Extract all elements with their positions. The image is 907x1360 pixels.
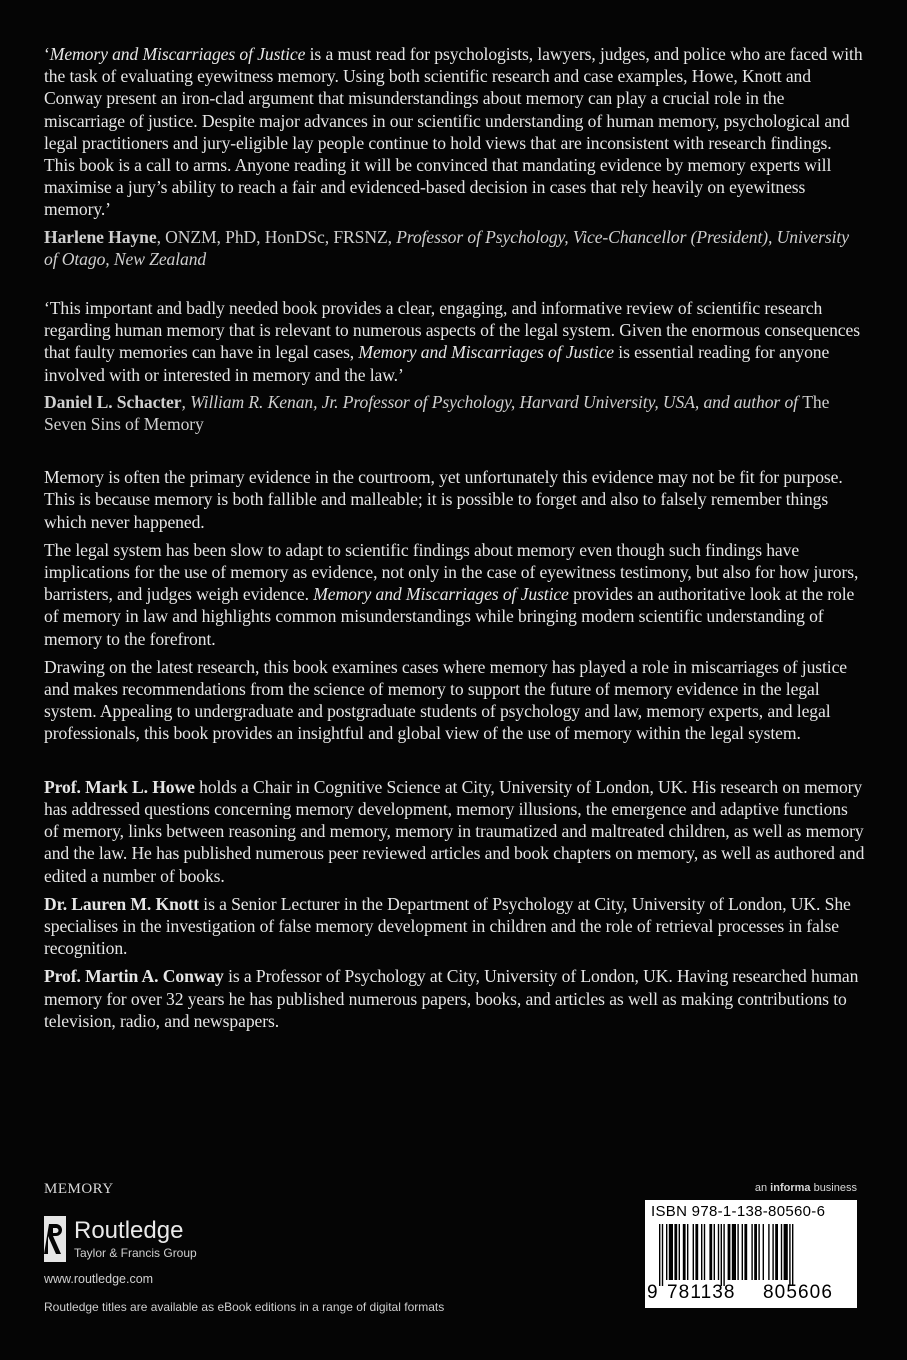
author-name: Dr. Lauren M. Knott xyxy=(44,893,199,914)
publisher-name: Routledge xyxy=(74,1216,184,1244)
barcode-bar xyxy=(701,1224,702,1280)
description-paragraph: Drawing on the latest research, this book examines cases where memory has played a role in miscarriages of justice and makes recommendations from the science of memory to support the future of memory evidence in the legal system. Appealing to undergraduate and postgraduate students of psychology and law, memory experts, and legal professionals, this book provides an insightful and global view of the use of memory within the legal system. xyxy=(44,656,848,744)
barcode-bar xyxy=(659,1224,660,1286)
endorsement-schacter xyxy=(44,297,866,435)
author-bio xyxy=(44,893,866,960)
subject-category: MEMORY xyxy=(44,1181,114,1197)
barcode-bar xyxy=(721,1224,722,1286)
book-title-italic: Memory and Miscarriages of Justice xyxy=(49,44,306,64)
barcode-bars xyxy=(645,1224,857,1286)
barcode-bar xyxy=(669,1224,673,1280)
barcode-bar xyxy=(695,1224,698,1280)
author-bio xyxy=(44,965,866,1032)
barcode-bar xyxy=(693,1224,694,1280)
barcode-bar xyxy=(781,1224,782,1280)
back-cover-text xyxy=(44,43,866,1032)
description-paragraph xyxy=(44,539,866,650)
quote-text: is essential reading for anyone involved with or interested in memory and the law.’ xyxy=(44,342,830,385)
author-bios xyxy=(44,776,866,1032)
endorsement-hayne xyxy=(44,43,866,270)
author-bio-text: holds a Chair in Cognitive Science at City, University of London, UK. His research on memory has addressed questions concerning memory development, memory illusions, the emergence and adaptive functions of memory, links between reasoning and memory, memory in traumatized and maltreated children, as well as memory and the law. He has published numerous peer reviewed articles and book chapters on memory, as well as authored and edited a number of books. xyxy=(44,776,865,886)
informa-suffix: business xyxy=(810,1182,857,1194)
book-description xyxy=(44,466,866,744)
barcode-bar xyxy=(732,1224,736,1280)
quote-open-mark: ‘ xyxy=(44,44,50,64)
description-text: provides an authoritative look at the role of memory in law and highlights common misunderstandings while bringing modern scientific understanding of memory to the forefront. xyxy=(44,584,855,649)
endorsement-quote xyxy=(44,43,866,221)
barcode-bar xyxy=(723,1224,724,1286)
endorsement-attribution xyxy=(44,226,866,270)
ebook-note: Routledge titles are available as eBook editions in a range of digital formats xyxy=(44,1300,445,1314)
barcode-bar xyxy=(666,1224,667,1280)
informa-prefix: an xyxy=(754,1182,771,1194)
quote-text: is a must read for psychologists, lawyers, judges, and police who are faced with the task of evaluating eyewitness memory. Using both scientific research and case examples, Howe, Knott and Conway present an iron-clad argument that misunderstandings about memory can play a crucial role in the miscarriage of justice. Despite major advances in our scientific understanding of human memory, psychological and legal practitioners and jury-eligible lay people continue to hold views that are inconsistent with research findings. This book is a call to arms. Anyone reading it will be convinced that mandating evidence by memory experts will maximise a jury’s ability to reach a fair and evidenced-based decision in cases that rely heavily on eyewitness memory.’ xyxy=(44,44,863,220)
barcode-bar xyxy=(737,1224,738,1280)
barcode-bar xyxy=(683,1224,686,1280)
barcode-bar xyxy=(662,1224,663,1286)
barcode-bar xyxy=(742,1224,743,1280)
author-name: Prof. Martin A. Conway xyxy=(44,966,224,987)
barcode-first-digit: 9 xyxy=(647,1282,659,1303)
publisher-footer xyxy=(44,1181,444,1286)
barcode-bar xyxy=(775,1224,778,1280)
description-paragraph: Memory is often the primary evidence in the courtroom, yet unfortunately this evidence may not be fit for purpose. This is because memory is both fallible and malleable; it is possible to forget and also to falsely remember things which never happened. xyxy=(44,467,843,532)
endorser-credentials: , ONZM, PhD, HonDSc, FRSNZ, xyxy=(156,226,397,247)
barcode-bar xyxy=(789,1224,790,1286)
barcode-bar xyxy=(728,1224,731,1280)
barcode-bar xyxy=(758,1224,759,1280)
barcode-bar xyxy=(709,1224,712,1280)
quote-text: ‘This important and badly needed book provides a clear, engaging, and informative review of scientific research regarding human memory that is relevant to numerous aspects of the legal system. Given the enormous consequences that faulty memories can have in legal cases, xyxy=(44,298,860,363)
author-bio xyxy=(44,776,866,887)
barcode-bar xyxy=(751,1224,752,1280)
book-title-italic: Memory and Miscarriages of Justice xyxy=(358,342,614,363)
endorser-book-title: The Seven Sins of Memory xyxy=(44,391,830,435)
barcode-bar xyxy=(744,1224,747,1280)
endorser-position: , William R. Kenan, Jr. Professor of Psychology, Harvard University, USA, and author of xyxy=(181,391,803,412)
endorsement-quote xyxy=(44,297,866,386)
routledge-logo xyxy=(44,1216,444,1262)
barcode-bar xyxy=(718,1224,719,1280)
endorser-position: Professor of Psychology, Vice-Chancellor (President), University of Otago, New Zealand xyxy=(44,226,849,269)
informa-tagline xyxy=(755,1182,857,1194)
barcode-bar xyxy=(679,1224,680,1280)
barcode-bar xyxy=(763,1224,764,1280)
description-text: The legal system has been slow to adapt to scientific findings about memory even though such findings have implications for the use of memory as evidence, not only in the case of eyewitness testimony, but also for how jurors, barristers, and judges weigh evidence. xyxy=(44,539,859,605)
barcode-bar xyxy=(714,1224,715,1280)
barcode-bar xyxy=(674,1224,677,1280)
author-name: Prof. Mark L. Howe xyxy=(44,776,195,797)
barcode-bar xyxy=(768,1224,769,1280)
endorsement-attribution xyxy=(44,391,866,435)
book-title-italic: Memory and Miscarriages of Justice xyxy=(313,584,569,605)
endorser-name: Daniel L. Schacter xyxy=(44,391,182,412)
publisher-website: www.routledge.com xyxy=(44,1272,154,1286)
routledge-r-icon xyxy=(44,1216,66,1262)
isbn-label: ISBN 978-1-138-80560-6 xyxy=(651,1203,826,1220)
barcode-bar xyxy=(792,1224,793,1286)
barcode-bar xyxy=(772,1224,773,1280)
informa-brand: informa xyxy=(770,1182,811,1194)
author-bio-text: is a Senior Lecturer in the Department of Psychology at City, University of London, UK. She specialises in the investigation of false memory development in children and the role of retrieval processes in false recognition. xyxy=(44,893,851,959)
barcode-bar xyxy=(754,1224,757,1280)
barcode-right-group: 805606 xyxy=(763,1282,834,1303)
endorser-name: Harlene Hayne xyxy=(44,226,157,247)
barcode-bar xyxy=(704,1224,705,1280)
barcode-bar xyxy=(784,1224,788,1280)
barcode-left-group: 781138 xyxy=(667,1282,736,1303)
publisher-group: Taylor & Francis Group xyxy=(74,1245,197,1260)
isbn-barcode xyxy=(645,1200,857,1308)
barcode-bar xyxy=(687,1224,688,1280)
author-bio-text: is a Professor of Psychology at City, University of London, UK. Having researched human memory for over 32 years he has published numerous papers, books, and articles as well as making contributions to television, radio, and newspapers. xyxy=(44,966,859,1031)
